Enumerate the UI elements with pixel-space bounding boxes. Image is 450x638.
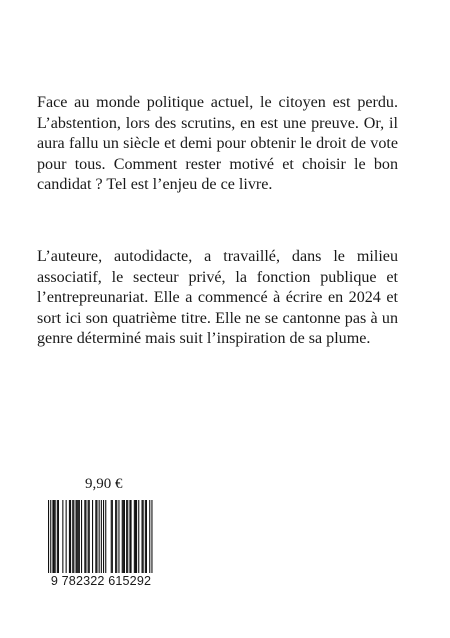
barcode-bar [92,500,93,574]
barcode-bar [105,500,106,574]
barcode-bar [99,500,100,580]
barcode-bar [84,500,85,574]
barcode-bar [57,500,58,574]
barcode-bar [52,500,53,574]
barcode-bar [131,500,132,574]
barcode-bar [129,500,130,574]
barcode-bar [50,500,51,580]
barcode-bar [142,500,143,574]
barcode-bar [126,500,127,574]
barcode-bar [96,500,97,574]
barcode-bar [118,500,119,574]
barcode-bar [134,500,135,574]
barcode-bar [88,500,89,574]
barcode-bar [77,500,78,574]
barcode-bar [55,500,56,574]
barcode-bar [124,500,125,574]
barcode-bar [122,500,123,574]
barcode-bar [78,500,79,574]
barcode-bar [54,500,55,574]
barcode-bar [112,500,113,574]
barcode-bar [101,500,102,580]
barcode-bar [115,500,116,574]
barcode-bar [85,500,86,574]
isbn-barcode [36,498,166,591]
barcode-bar [138,500,139,574]
price-label: 9,90 € [85,476,123,492]
barcode-bar [66,500,67,574]
barcode-bar [70,500,71,574]
barcode-bar [127,500,128,574]
barcode-bar [72,500,73,574]
barcode-bar [81,500,82,574]
barcode-bar [58,500,59,574]
author-bio-text: L’auteure, autodidacte, a travaillé, dans le milieu associatif, le secteur privé, la fonction publique et l’entrepreunariat. Elle a commencé à écrire en 2024 et sort ici son quatrième titre. Elle ne se cantonne pas à un genre déterminé mais suit l’inspiration de sa plume. [37,248,398,348]
barcode-bar [149,500,150,580]
barcode-bar [143,500,144,574]
barcode-bar [146,500,147,574]
barcode-bar [73,500,74,574]
barcode-bar [111,500,112,574]
barcode-bar [145,500,146,574]
barcode-bar [116,500,117,574]
barcode-bar [89,500,90,574]
barcode-bar [48,500,49,580]
isbn-number: 9 782322 615292 [36,573,166,589]
barcode-bar [79,500,80,574]
barcode-bar [69,500,70,574]
barcode-bar [95,500,96,574]
barcode-bar [123,500,124,574]
barcode-bar [76,500,77,574]
barcode-bar [62,500,63,574]
barcode-bar [135,500,136,574]
barcode-bar [103,500,104,574]
barcode-bar [151,500,152,580]
barcode-bar [136,500,137,574]
synopsis-text: Face au monde politique actuel, le citoyen est perdu. L’abstention, lors des scrutins, en est une preuve. Or, il aura fallu un siècle et demi pour obtenir le droit de vote pour tous. Comment rester motivé et choisir le bon candidat ? Tel est l’enjeu de ce livre. [37,94,398,194]
